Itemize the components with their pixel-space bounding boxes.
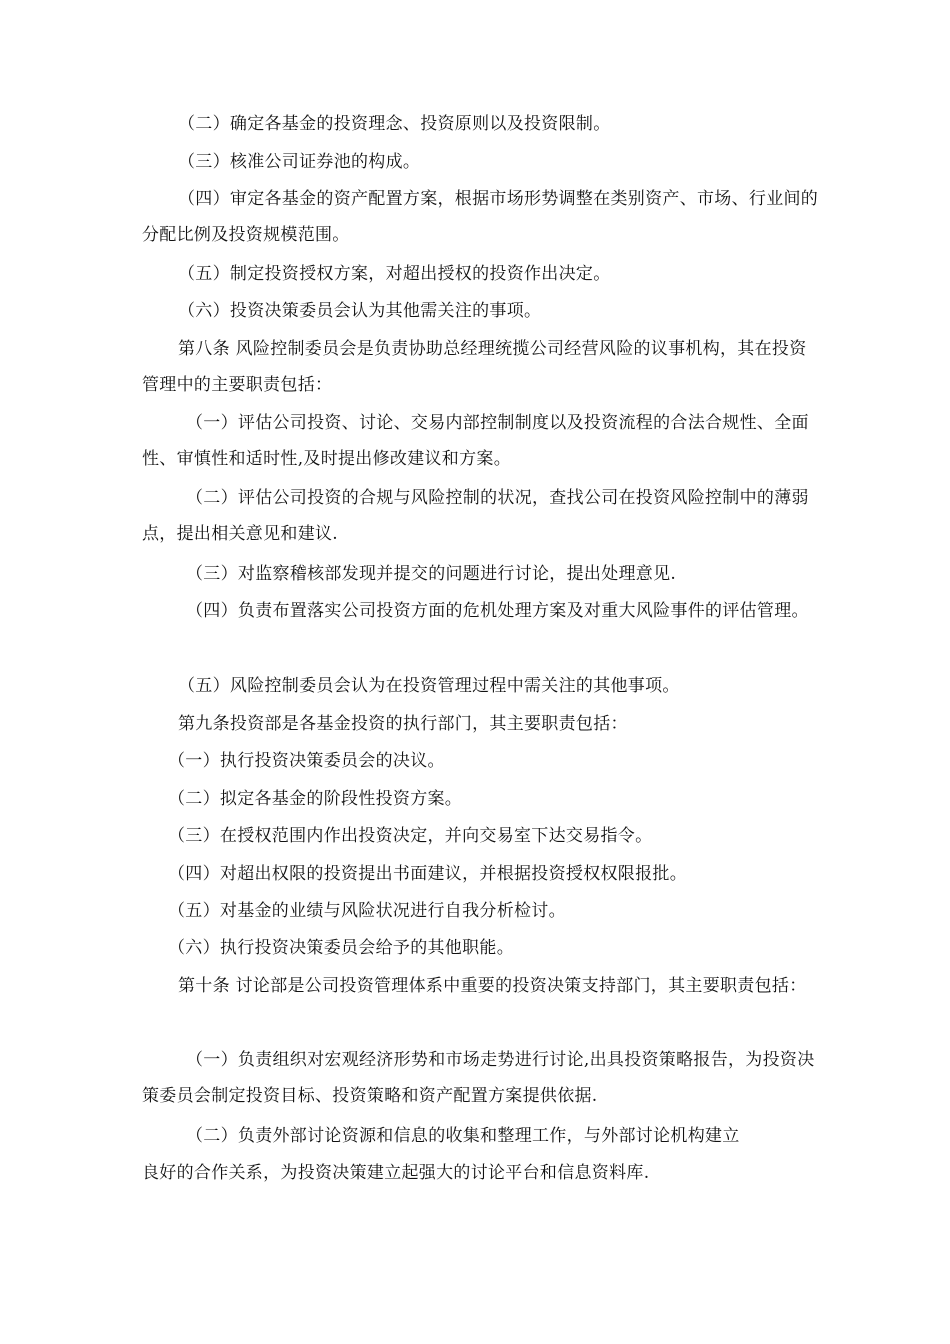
paragraph-text: （五）制定投资授权方案，对超出授权的投资作出决定。	[178, 264, 611, 284]
paragraph-text: （一）评估公司投资、讨论、交易内部控制制度以及投资流程的合法合规性、全面性、审慎性和适时性,及时提出修改建议和方案。	[142, 413, 809, 469]
paragraph-item	[142, 106, 822, 142]
paragraph-item	[142, 668, 822, 704]
paragraph-text: （二）拟定各基金的阶段性投资方案。	[168, 789, 463, 809]
paragraph-item	[142, 781, 822, 817]
paragraph-item	[142, 1118, 822, 1154]
article-9-paragraph	[142, 706, 822, 742]
paragraph-text: （三）对监察稽核部发现并提交的问题进行讨论，提出处理意见.	[186, 564, 677, 584]
paragraph-text: （二）评估公司投资的合规与风险控制的状况，查找公司在投资风险控制中的薄弱点，提出相关意见和建议.	[142, 488, 809, 544]
paragraph-text: 第八条 风险控制委员会是负责协助总经理统揽公司经营风险的议事机构，其在投资管理中的主要职责包括：	[142, 339, 807, 395]
paragraph-item	[142, 480, 822, 552]
paragraph-item	[142, 556, 822, 592]
paragraph-text: 良好的合作关系，为投资决策建立起强大的讨论平台和信息资料库.	[142, 1163, 650, 1183]
article-10-paragraph	[142, 968, 822, 1004]
paragraph-text: （六）投资决策委员会认为其他需关注的事项。	[178, 301, 542, 321]
paragraph-text: （五）风险控制委员会认为在投资管理过程中需关注的其他事项。	[178, 676, 680, 696]
paragraph-text: （六）执行投资决策委员会给予的其他职能。	[168, 938, 514, 958]
paragraph-item	[142, 405, 822, 477]
paragraph-text: （四）负责布置落实公司投资方面的危机处理方案及对重大风险事件的评估管理。	[186, 601, 809, 621]
paragraph-text: （一）执行投资决策委员会的决议。	[168, 751, 445, 771]
paragraph-text: （三）在授权范围内作出投资决定，并向交易室下达交易指令。	[168, 826, 653, 846]
paragraph-text: （二）确定各基金的投资理念、投资原则以及投资限制。	[178, 114, 611, 134]
paragraph-item	[142, 1042, 822, 1114]
paragraph-item	[142, 893, 822, 929]
paragraph-text: （四）对超出权限的投资提出书面建议，并根据投资授权权限报批。	[168, 864, 687, 884]
paragraph-text: （一）负责组织对宏观经济形势和市场走势进行讨论,出具投资策略报告，为投资决策委员会制定投资目标、投资策略和资产配置方案提供依据.	[142, 1050, 815, 1106]
paragraph-item	[142, 1155, 822, 1191]
paragraph-item	[142, 930, 822, 966]
paragraph-text: （三）核准公司证券池的构成。	[178, 152, 421, 172]
paragraph-item	[142, 593, 822, 629]
paragraph-item	[142, 144, 822, 180]
paragraph-item	[142, 856, 822, 892]
paragraph-text: 第九条投资部是各基金投资的执行部门，其主要职责包括：	[178, 714, 628, 734]
paragraph-item	[142, 818, 822, 854]
paragraph-text: 第十条 讨论部是公司投资管理体系中重要的投资决策支持部门，其主要职责包括：	[178, 976, 807, 996]
paragraph-text: （五）对基金的业绩与风险状况进行自我分析检讨。	[168, 901, 566, 921]
paragraph-item	[142, 293, 822, 329]
paragraph-text: （四）审定各基金的资产配置方案，根据市场形势调整在类别资产、市场、行业间的分配比例及投资规模范围。	[142, 189, 819, 245]
paragraph-text: （二）负责外部讨论资源和信息的收集和整理工作，与外部讨论机构建立	[186, 1126, 740, 1146]
paragraph-item	[142, 181, 822, 253]
article-8-paragraph	[142, 331, 822, 403]
paragraph-item	[142, 256, 822, 292]
paragraph-item	[142, 743, 822, 779]
